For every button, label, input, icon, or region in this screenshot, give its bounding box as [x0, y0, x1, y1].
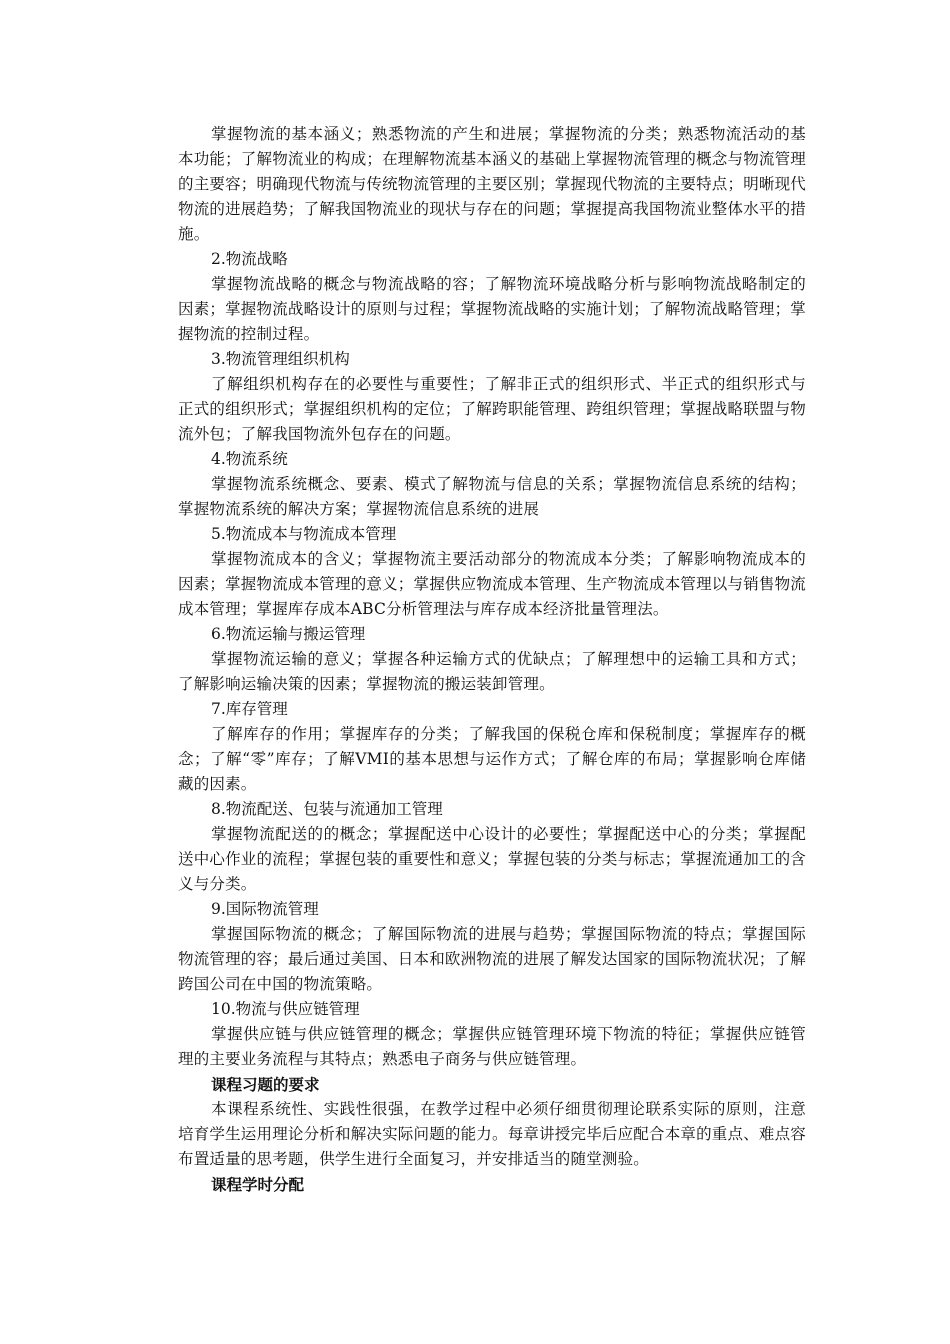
- paragraph-section-7: 了解库存的作用；掌握库存的分类；了解我国的保税仓库和保税制度；掌握库存的概念；了解“零”库存；了解VMI的基本思想与运作方式；了解仓库的布局；掌握影响仓库储藏的因素。: [178, 725, 806, 793]
- paragraph-exercise-requirements: 本课程系统性、实践性很强，在教学过程中必须仔细贯彻理论联系实际的原则，注意培育学生运用理论分析和解决实际问题的能力。每章讲授完毕后应配合本章的重点、难点容布置适量的思考题，供学生进行全面复习，并安排适当的随堂测验。: [178, 1100, 807, 1168]
- paragraph-section-8: 掌握物流配送的的概念；掌握配送中心设计的必要性；掌握配送中心的分类；掌握配送中心作业的流程；掌握包装的重要性和意义；掌握包装的分类与标志；掌握流通加工的含义与分类。: [178, 825, 807, 893]
- paragraph-intro: 掌握物流的基本涵义；熟悉物流的产生和进展；掌握物流的分类；熟悉物流活动的基本功能；了解物流业的构成；在理解物流基本涵义的基础上掌握物流管理的概念与物流管理的主要容；明确现代物流与传统物流管理的主要区别；掌握现代物流的主要特点；明晰现代物流的进展趋势；了解我国物流业的现状与存在的问题；掌握提高我国物流业整体水平的措施。: [178, 125, 807, 243]
- heading-exercise-requirements: 课程习题的要求: [211, 1075, 320, 1094]
- section-heading-4: 4.物流系统: [211, 450, 288, 468]
- paragraph-section-10: 掌握供应链与供应链管理的概念；掌握供应链管理环境下物流的特征；掌握供应链管理的主要业务流程与其特点；熟悉电子商务与供应链管理。: [178, 1025, 806, 1068]
- section-heading-10: 10.物流与供应链管理: [211, 1000, 360, 1018]
- heading-hours-allocation: 课程学时分配: [211, 1175, 305, 1194]
- section-heading-9: 9.国际物流管理: [211, 900, 319, 918]
- paragraph-section-3: 了解组织机构存在的必要性与重要性；了解非正式的组织形式、半正式的组织形式与正式的组织形式；掌握组织机构的定位；了解跨职能管理、跨组织管理；掌握战略联盟与物流外包；了解我国物流外包存在的问题。: [178, 375, 807, 443]
- section-heading-2: 2.物流战略: [211, 250, 288, 268]
- paragraph-section-4: 掌握物流系统概念、要素、模式了解物流与信息的关系；掌握物流信息系统的结构；掌握物流系统的解决方案；掌握物流信息系统的进展: [178, 475, 806, 518]
- paragraph-section-5: 掌握物流成本的含义；掌握物流主要活动部分的物流成本分类；了解影响物流成本的因素；掌握物流成本管理的意义；掌握供应物流成本管理、生产物流成本管理以与销售物流成本管理；掌握库存成本ABC分析管理法与库存成本经济批量管理法。: [178, 550, 807, 618]
- paragraph-section-2: 掌握物流战略的概念与物流战略的容；了解物流环境战略分析与影响物流战略制定的因素；掌握物流战略设计的原则与过程；掌握物流战略的实施计划；了解物流战略管理；掌握物流的控制过程。: [178, 275, 807, 343]
- section-heading-5: 5.物流成本与物流成本管理: [211, 525, 397, 543]
- section-heading-7: 7.库存管理: [211, 700, 288, 718]
- section-heading-3: 3.物流管理组织机构: [211, 350, 350, 368]
- section-heading-6: 6.物流运输与搬运管理: [211, 625, 366, 643]
- document-body: [178, 122, 806, 1197]
- section-heading-8: 8.物流配送、包装与流通加工管理: [211, 800, 443, 818]
- paragraph-section-9: 掌握国际物流的概念；了解国际物流的进展与趋势；掌握国际物流的特点；掌握国际物流管理的容；最后通过美国、日本和欧洲物流的进展了解发达国家的国际物流状况；了解跨国公司在中国的物流策略。: [178, 925, 807, 993]
- paragraph-section-6: 掌握物流运输的意义；掌握各种运输方式的优缺点；了解理想中的运输工具和方式；了解影响运输决策的因素；掌握物流的搬运装卸管理。: [178, 650, 806, 693]
